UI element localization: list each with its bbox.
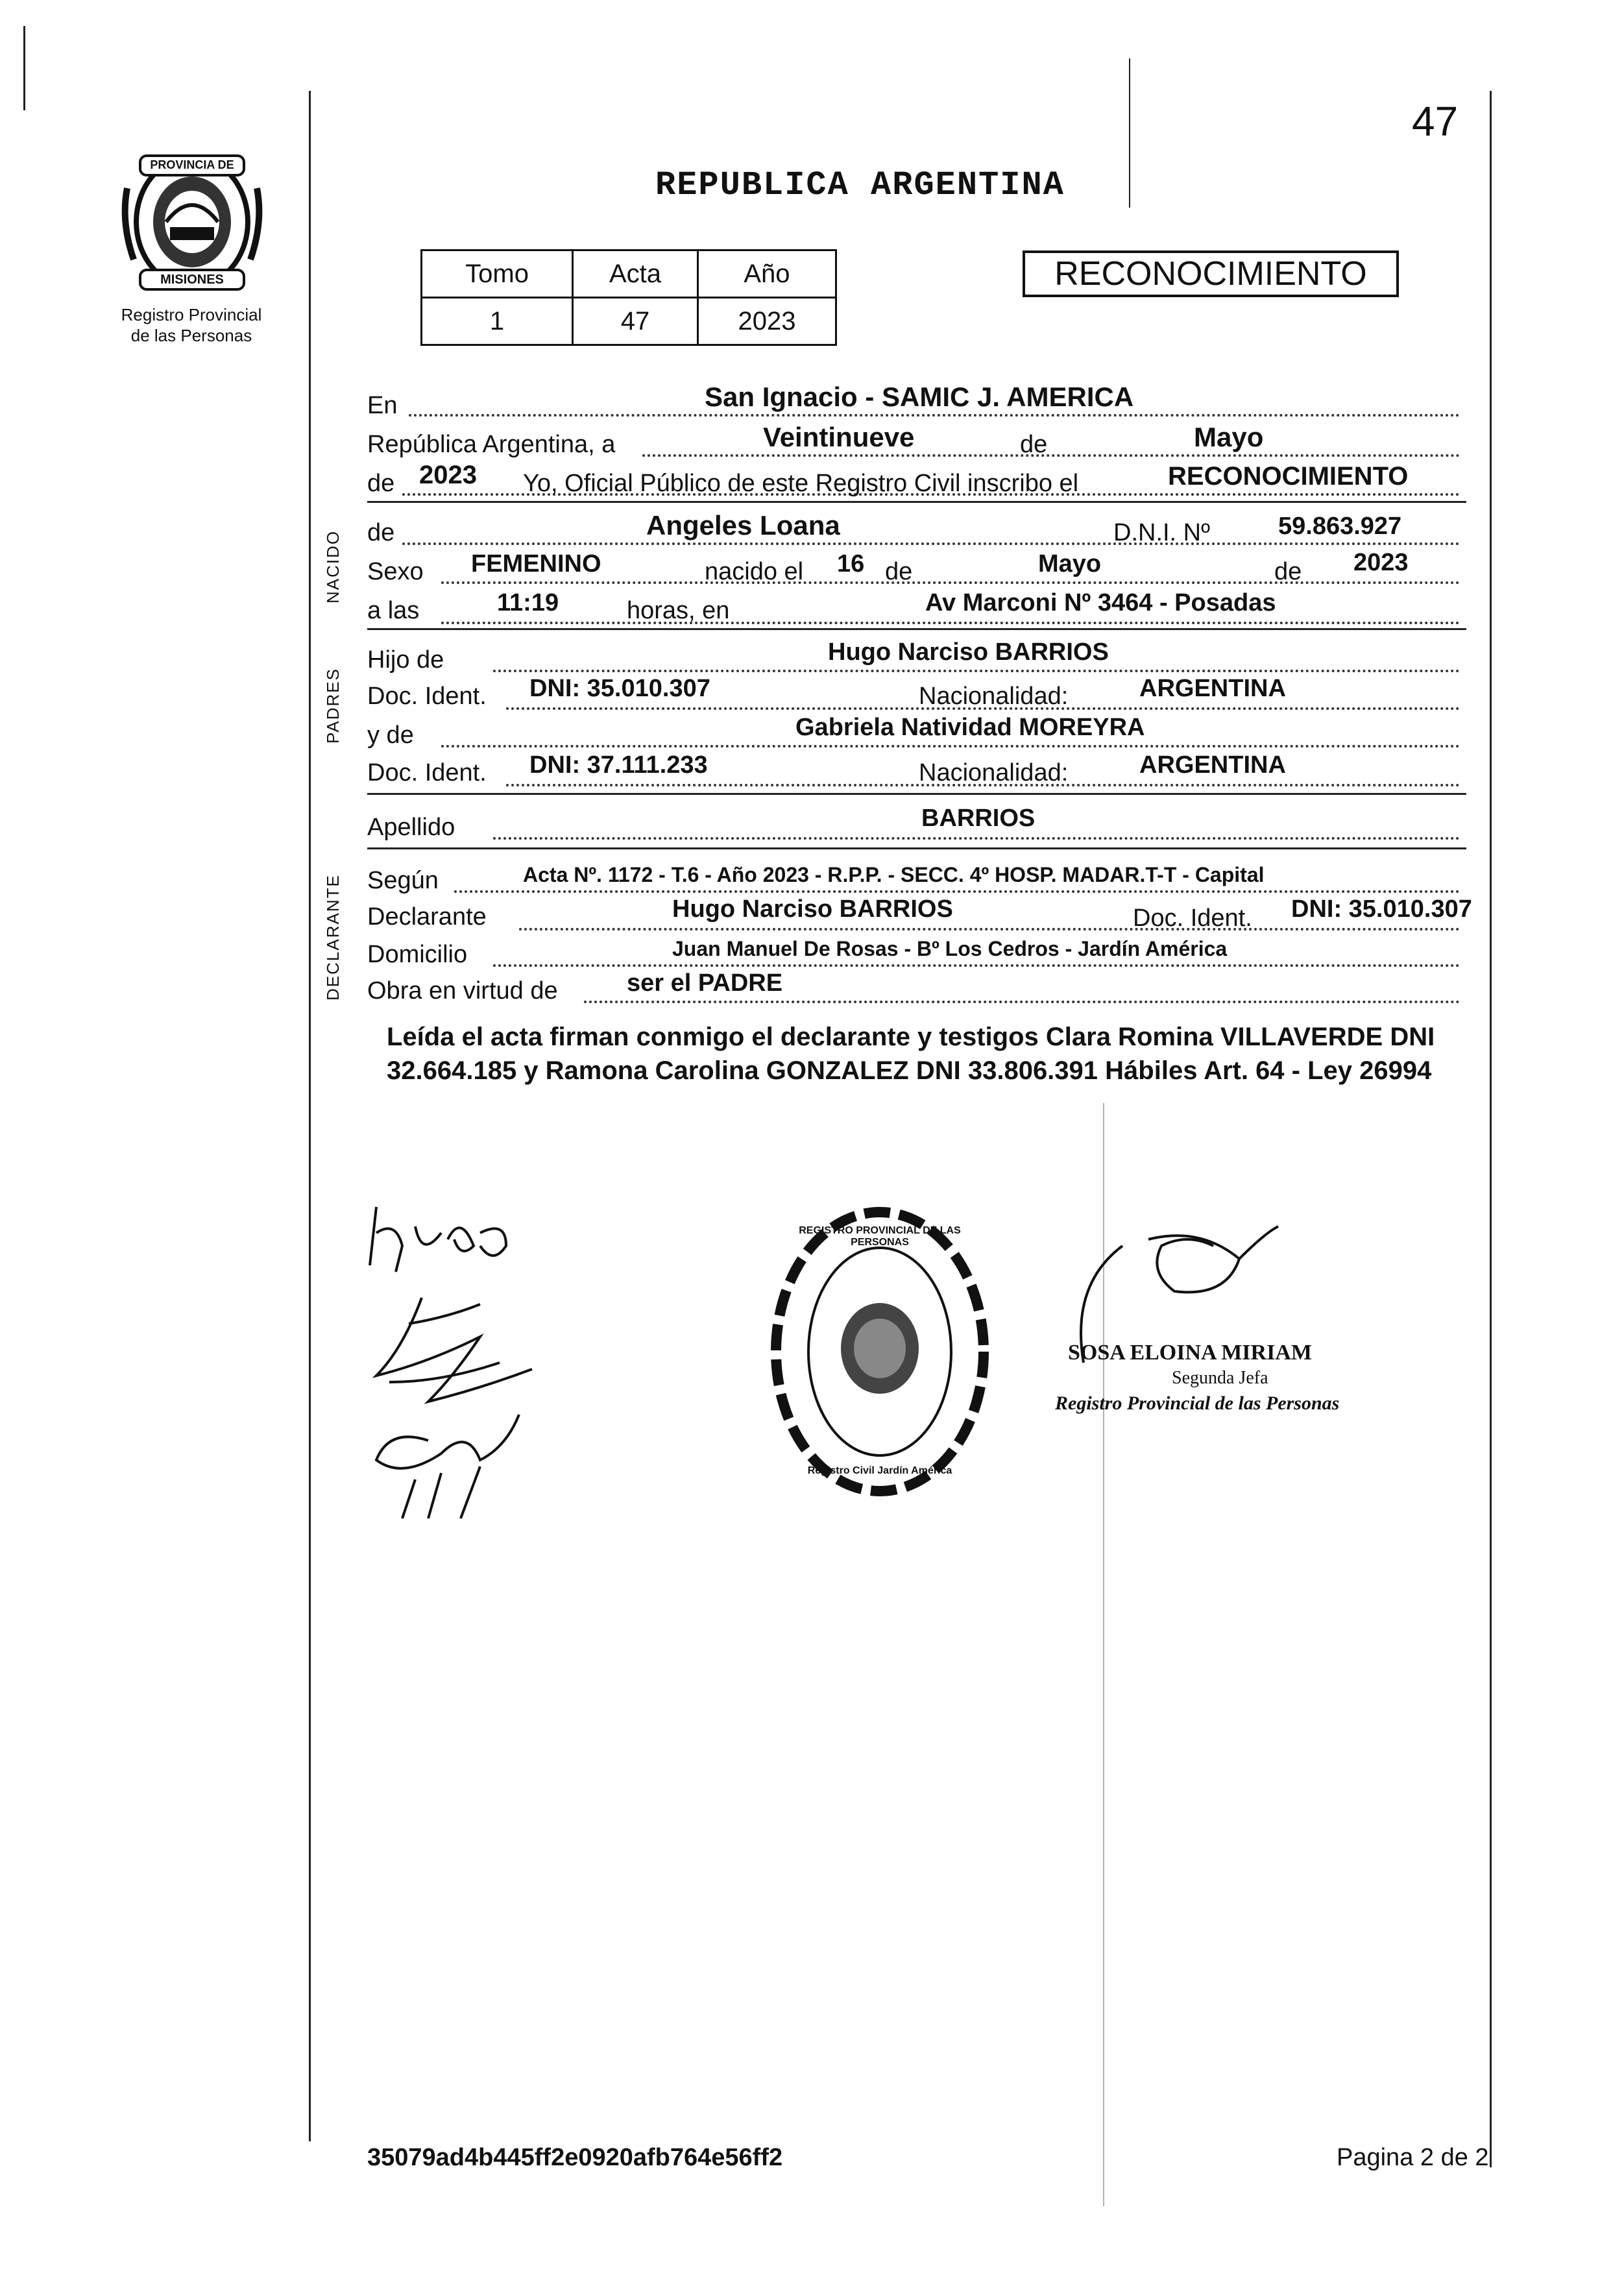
- horas-label: horas, en: [627, 597, 730, 624]
- form-left-border: [309, 91, 311, 2141]
- section-label-padres: PADRES: [323, 668, 343, 744]
- dni-label: D.N.I. Nº: [1113, 519, 1210, 546]
- domicilio-value: Juan Manuel De Rosas - Bº Los Cedros - Jardín América: [672, 937, 1228, 960]
- dotted-line: [454, 890, 1460, 893]
- stamp-ring-text-bottom: Registro Civil Jardín América: [807, 1465, 952, 1476]
- handwritten-signature: [350, 1168, 571, 1531]
- doc-label: Doc. Ident.: [367, 683, 487, 710]
- dotted-line: [441, 745, 1460, 748]
- dotted-line: [493, 964, 1460, 967]
- dotted-line: [493, 837, 1460, 840]
- table-header: Año: [697, 250, 836, 298]
- table-cell: 2023: [697, 298, 836, 345]
- year-prefix: de: [367, 470, 395, 497]
- section-rule: [367, 847, 1466, 849]
- child-dni: 59.863.927: [1278, 513, 1402, 540]
- sexo-value: FEMENINO: [471, 550, 601, 578]
- document-hash: 35079ad4b445ff2e0920afb764e56ff2: [367, 2144, 783, 2171]
- de-label: de: [1020, 431, 1048, 458]
- birth-month: Mayo: [1038, 550, 1102, 578]
- act-value: RECONOCIMIENTO: [1168, 462, 1409, 491]
- father-name: Hugo Narciso BARRIOS: [828, 639, 1109, 666]
- act-type-box: [1023, 250, 1399, 297]
- section-label-declarante: DECLARANTE: [323, 874, 343, 1001]
- father-nationality: ARGENTINA: [1139, 675, 1286, 702]
- nacionalidad-label: Nacionalidad:: [919, 759, 1069, 786]
- segun-label: Según: [367, 867, 439, 894]
- domicilio-label: Domicilio: [367, 941, 468, 968]
- form-right-border: [1490, 91, 1492, 2167]
- mother-name: Gabriela Natividad MOREYRA: [795, 714, 1145, 741]
- apellido-value: BARRIOS: [921, 805, 1036, 832]
- birth-time: 11:19: [497, 589, 559, 616]
- segun-value: Acta Nº. 1172 - T.6 - Año 2023 - R.P.P. - SECC. 4º HOSP. MADAR.T-T - Capital: [523, 863, 1265, 886]
- section-rule: [367, 793, 1466, 795]
- dotted-line: [402, 542, 1460, 545]
- table-cell: 47: [573, 298, 698, 345]
- province-seal-logo: [114, 149, 270, 298]
- section-rule: [367, 501, 1466, 503]
- en-label: En: [367, 392, 398, 419]
- hijo-label: Hijo de: [367, 646, 444, 674]
- page-number: 47: [1412, 98, 1459, 145]
- act-type-label: RECONOCIMIENTO: [1054, 255, 1367, 293]
- mother-nationality: ARGENTINA: [1139, 751, 1286, 779]
- seal-text-top: PROVINCIA DE: [150, 158, 234, 171]
- dotted-line: [584, 1001, 1460, 1003]
- de-label: de: [885, 558, 913, 585]
- en-value: San Ignacio - SAMIC J. AMERICA: [705, 382, 1134, 412]
- year-value: 2023: [419, 461, 477, 489]
- center-fold-line: [1129, 58, 1130, 208]
- record-table: [420, 249, 837, 346]
- yde-label: y de: [367, 722, 414, 749]
- child-name: Angeles Loana: [646, 510, 840, 541]
- left-edge-line: [23, 26, 25, 110]
- dotted-line: [441, 581, 1460, 584]
- birth-day: 16: [837, 550, 865, 578]
- official-name: SOSA ELOINA MIRIAM: [1068, 1341, 1312, 1365]
- official-stamp: [763, 1199, 997, 1504]
- republica-label: República Argentina, a: [367, 431, 616, 458]
- doc-label: Doc. Ident.: [367, 759, 487, 786]
- nacionalidad-label: Nacionalidad:: [919, 683, 1069, 710]
- dotted-line: [519, 928, 1460, 931]
- father-doc: DNI: 35.010.307: [529, 675, 710, 702]
- page-info: Pagina 2 de 2: [1337, 2144, 1489, 2171]
- dotted-line: [642, 454, 1460, 457]
- declarante-label: Declarante: [367, 903, 487, 931]
- nacido-label: nacido el: [705, 558, 804, 585]
- doc-label: Doc. Ident.: [1133, 905, 1252, 932]
- seal-text-bottom: MISIONES: [160, 273, 224, 287]
- birth-year: 2023: [1353, 549, 1409, 576]
- official-office: Registro Provincial de las Personas: [1055, 1393, 1340, 1414]
- official-role: Segunda Jefa: [1172, 1368, 1268, 1388]
- sexo-label: Sexo: [367, 558, 424, 585]
- registry-name-line1: Registro Provincial: [121, 305, 262, 324]
- dotted-line: [409, 414, 1460, 417]
- closing-text: Leída el acta firman conmigo el declarante y testigos Clara Romina VILLAVERDE DNI 32.664.185 y Ramona Carolina GONZALEZ DNI 33.806.391 Hábiles Art. 64 - Ley 26994: [387, 1023, 1435, 1085]
- de-label: de: [1274, 558, 1302, 585]
- month-value: Mayo: [1194, 422, 1264, 452]
- table-cell: 1: [422, 298, 573, 345]
- dotted-line: [493, 670, 1460, 672]
- section-label-nacido: NACIDO: [323, 529, 343, 603]
- official-text: Yo, Oficial Público de este Registro Civil inscribo el: [523, 470, 1079, 497]
- dotted-line: [441, 622, 1460, 624]
- obra-label: Obra en virtud de: [367, 977, 558, 1004]
- declarante-value: Hugo Narciso BARRIOS: [672, 895, 953, 923]
- table-header: Tomo: [422, 250, 573, 298]
- table-header: Acta: [573, 250, 698, 298]
- section-rule: [367, 628, 1466, 630]
- apellido-label: Apellido: [367, 814, 455, 841]
- country-title: REPUBLICA ARGENTINA: [655, 166, 1065, 204]
- birth-place: Av Marconi Nº 3464 - Posadas: [925, 589, 1276, 616]
- stamp-ring-text-top: REGISTRO PROVINCIAL DE LAS PERSONAS: [799, 1225, 961, 1248]
- mother-doc: DNI: 37.111.233: [529, 751, 708, 779]
- obra-value: ser el PADRE: [627, 969, 783, 997]
- declarante-doc: DNI: 35.010.307: [1291, 895, 1472, 923]
- day-value: Veintinueve: [763, 422, 915, 452]
- de-label: de: [367, 519, 395, 546]
- registry-name-line2: de las Personas: [130, 326, 252, 345]
- alas-label: a las: [367, 597, 420, 624]
